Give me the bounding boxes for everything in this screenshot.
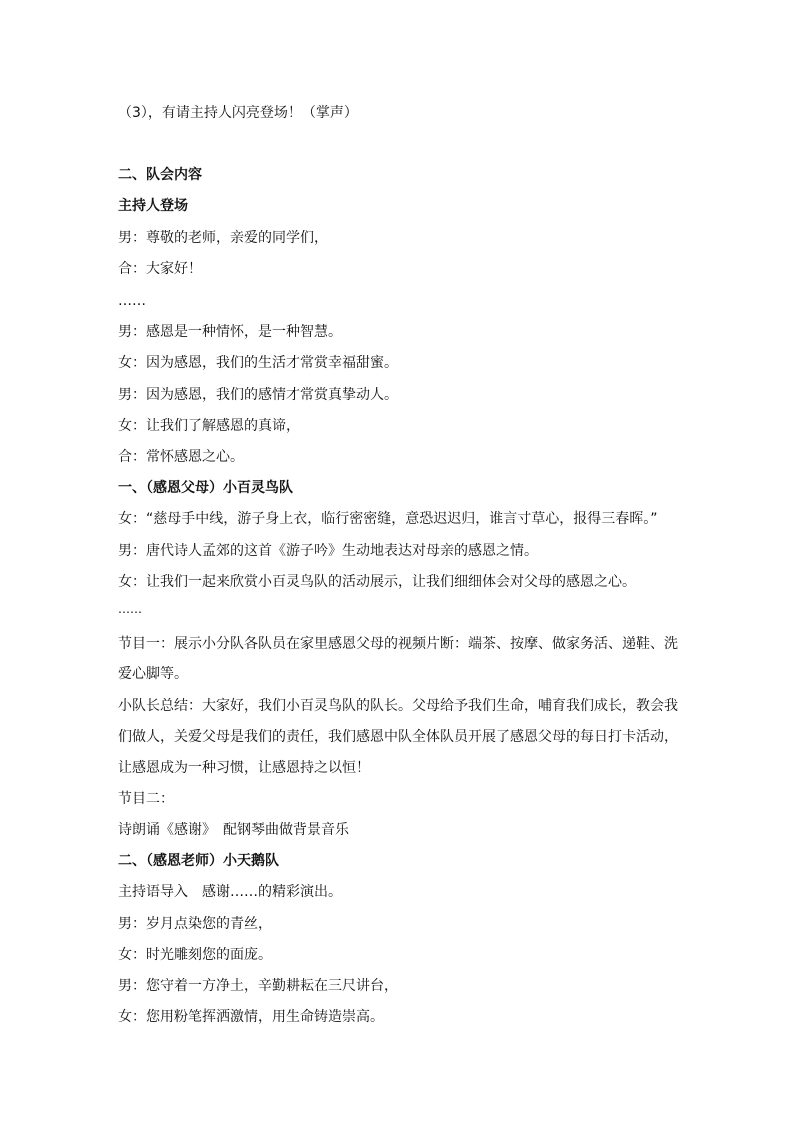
text-line: 爱心脚等。 (118, 666, 188, 682)
text-line: 合：大家好！ (118, 261, 202, 277)
text-line: 男：感恩是一种情怀，是一种智慧。 (118, 324, 342, 340)
text-line: 女：因为感恩，我们的生活才常赏幸福甜蜜。 (118, 355, 398, 371)
text-line: 男：因为感恩，我们的感情才常赏真挚动人。 (118, 387, 398, 403)
sub-heading: 主持人登场 (118, 198, 188, 214)
ellipsis-line: …… (118, 602, 142, 616)
text-line: 女：让我们了解感恩的真谛， (118, 418, 300, 434)
text-line: 女：您用粉笔挥洒激情，用生命铸造崇高。 (118, 1009, 384, 1025)
text-line: 男：尊敬的老师，亲爱的同学们， (118, 230, 328, 246)
section-heading: 一、（感恩父母）小百灵鸟队 (118, 480, 293, 496)
text-line: 小队长总结：大家好，我们小百灵鸟队的队长。父母给予我们生命，哺育我们成长，教会我 (118, 698, 678, 714)
text-line: 节目二： (118, 791, 174, 807)
text-line: 诗朗诵《感谢》 配钢琴曲做背景音乐 (118, 822, 349, 838)
text-line: 节目一：展示小分队各队员在家里感恩父母的视频片断：端茶、按摩、做家务活、递鞋、洗 (118, 636, 678, 652)
section-heading: 二、队会内容 (118, 167, 202, 183)
text-line: 男：您守着一方净土，辛勤耕耘在三尺讲台， (118, 978, 398, 994)
text-line: 们做人，关爱父母是我们的责任，我们感恩中队全体队员开展了感恩父母的每日打卡活动， (118, 729, 678, 745)
text-line: 女：时光雕刻您的面庞。 (118, 947, 272, 963)
text-line: 男：唐代诗人孟郊的这首《游子吟》生动地表达对母亲的感恩之情。 (118, 543, 538, 559)
text-line: 让感恩成为一种习惯，让感恩持之以恒！ (118, 760, 370, 776)
text-line: 合：常怀感恩之心。 (118, 449, 244, 465)
text-line: 女：“慈母手中线，游子身上衣，临行密密缝，意恐迟迟归，谁言寸草心，报得三春晖。” (118, 511, 658, 527)
ellipsis-line: …… (118, 293, 146, 309)
text-line: 主持语导入 感谢……的精彩演出。 (118, 884, 342, 900)
section-heading: 二、（感恩老师）小天鹅队 (118, 853, 279, 869)
text-line: 男：岁月点染您的青丝， (118, 916, 272, 932)
text-line: （3），有请主持人闪亮登场！（掌声） (118, 105, 358, 121)
text-line: 女：让我们一起来欣赏小百灵鸟队的活动展示，让我们细细体会对父母的感恩之心。 (118, 574, 636, 590)
